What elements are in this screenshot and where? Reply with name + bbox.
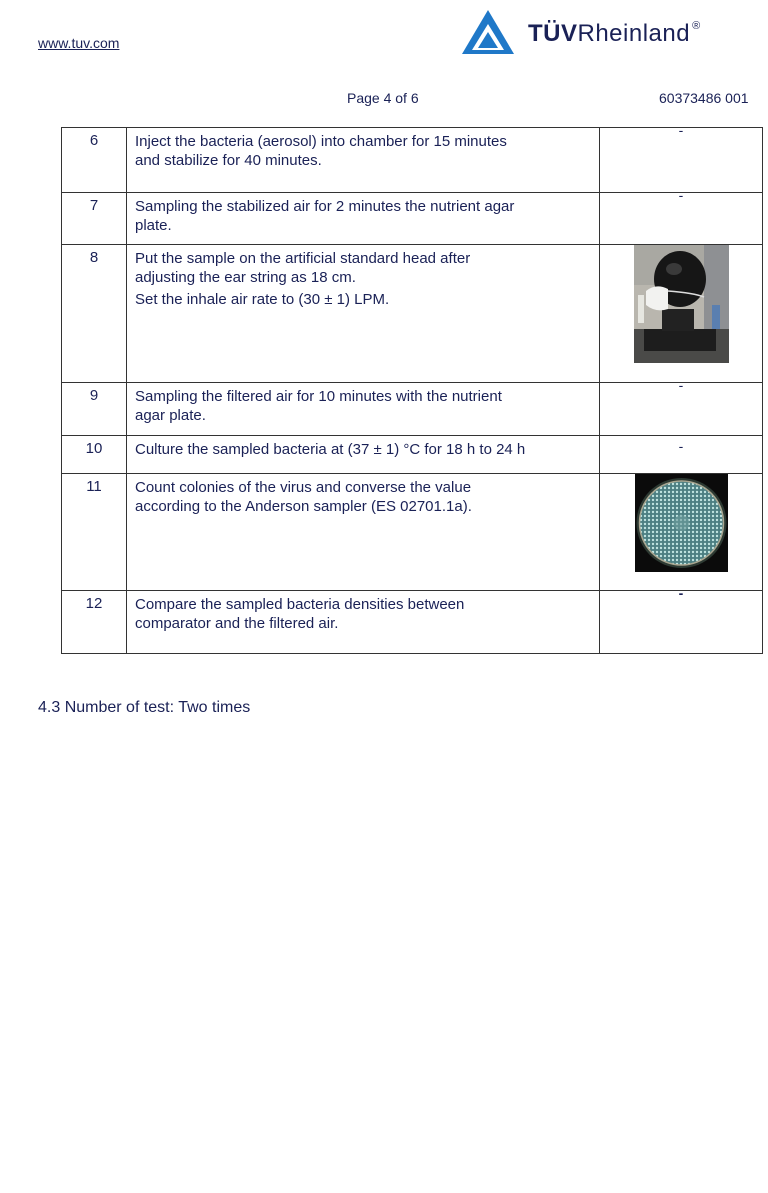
step-description xyxy=(127,383,600,436)
dash-placeholder: - xyxy=(678,585,684,601)
table-row xyxy=(62,436,763,474)
page-number: Page 4 of 6 xyxy=(347,90,419,106)
table-row xyxy=(62,193,763,245)
logo-name: Rheinland xyxy=(577,20,691,47)
description-line: Sampling the stabilized air for 2 minutes the nutrient agar xyxy=(135,198,515,215)
step-visual xyxy=(600,245,763,383)
step-number: 9 xyxy=(62,383,127,436)
step-visual xyxy=(600,377,763,436)
description-line: Culture the sampled bacteria at (37 ± 1) °C for 18 h to 24 h xyxy=(135,441,526,458)
number-of-tests-heading: 4.3 Number of test: Two times xyxy=(38,699,251,716)
document-number: 60373486 001 xyxy=(659,90,749,106)
table-row xyxy=(62,591,763,654)
description-line: Sampling the filtered air for 10 minutes with the nutrient xyxy=(135,388,502,405)
table-row xyxy=(62,245,763,383)
logo-registered-mark: ® xyxy=(692,20,701,32)
procedure-table xyxy=(61,122,763,654)
table-row xyxy=(62,474,763,591)
step-visual xyxy=(600,474,763,591)
step-number: 10 xyxy=(62,436,127,474)
step-visual xyxy=(600,585,763,654)
tuv-triangle-icon xyxy=(460,8,516,56)
logo-wordmark xyxy=(528,20,701,48)
step-number: 7 xyxy=(62,193,127,245)
step-visual xyxy=(600,122,763,193)
step-number: 12 xyxy=(62,591,127,654)
step-visual xyxy=(600,436,763,474)
description-line: plate. xyxy=(135,217,172,234)
step-description xyxy=(127,128,600,193)
description-line: Set the inhale air rate to (30 ± 1) LPM. xyxy=(135,291,390,308)
dash-placeholder: - xyxy=(678,377,684,393)
tuv-rheinland-logo xyxy=(460,6,740,56)
step-number: 11 xyxy=(62,474,127,591)
dash-placeholder: - xyxy=(678,187,684,203)
step-description xyxy=(127,193,600,245)
description-line: Put the sample on the artificial standard head after xyxy=(135,250,471,267)
step-description xyxy=(127,436,600,474)
step-description xyxy=(127,591,600,654)
description-line: and stabilize for 40 minutes. xyxy=(135,152,322,169)
step-description xyxy=(127,245,600,383)
step-description xyxy=(127,474,600,591)
description-line: Compare the sampled bacteria densities between xyxy=(135,596,465,613)
description-line: comparator and the filtered air. xyxy=(135,615,339,632)
description-line: Count colonies of the virus and converse the value xyxy=(135,479,472,496)
step-number: 6 xyxy=(62,128,127,193)
description-line: adjusting the ear string as 18 cm. xyxy=(135,269,356,286)
dash-placeholder: - xyxy=(678,122,684,138)
dash-placeholder: - xyxy=(678,438,684,454)
logo-brand: TÜV xyxy=(528,20,578,47)
table-row xyxy=(62,383,763,436)
description-line: Inject the bacteria (aerosol) into chamber for 15 minutes xyxy=(135,133,507,150)
step-number: 8 xyxy=(62,245,127,383)
mannequin-head-photo xyxy=(634,245,729,363)
agar-plate-photo xyxy=(635,474,728,572)
website-link[interactable]: www.tuv.com xyxy=(38,35,120,51)
description-line: agar plate. xyxy=(135,407,206,424)
description-line: according to the Anderson sampler (ES 02701.1a). xyxy=(135,498,472,515)
table-row xyxy=(62,128,763,193)
step-visual xyxy=(600,187,763,245)
